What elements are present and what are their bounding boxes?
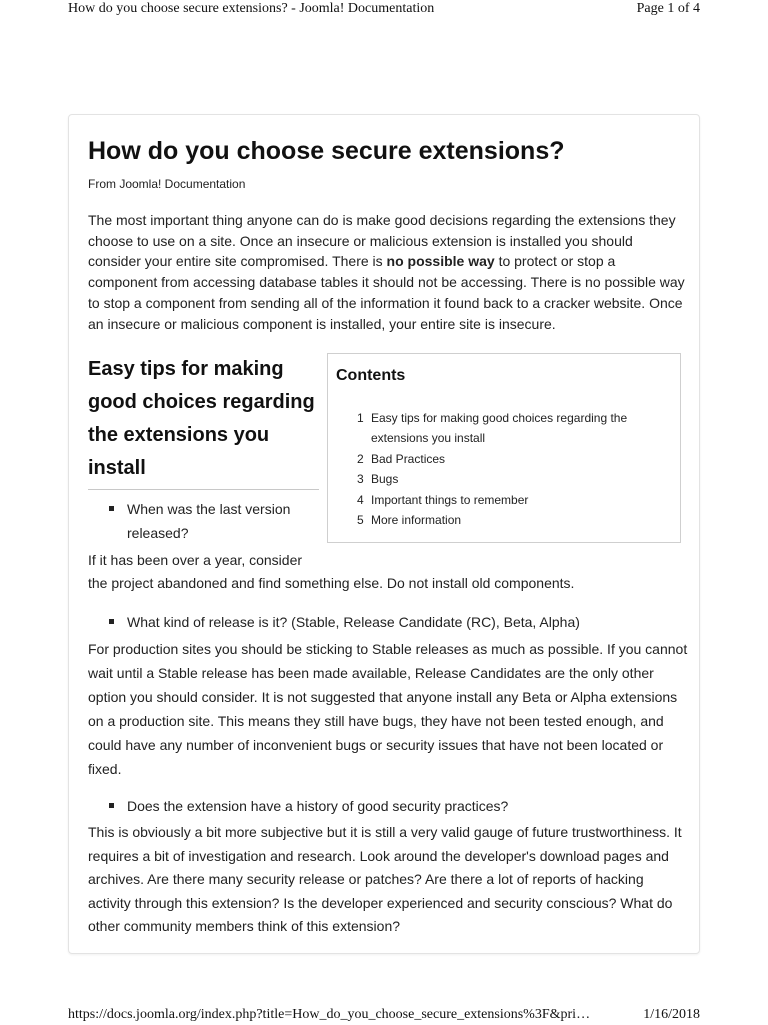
page-title: How do you choose secure extensions? [88,137,565,165]
bullet-security-history: Does the extension have a history of good security practices? [109,795,669,818]
bullet-last-version: When was the last version released? [109,498,299,545]
toc-item-number: 3 [357,472,364,487]
bullet-release-kind: What kind of release is it? (Stable, Release Candidate (RC), Beta, Alpha) [109,611,669,634]
paragraph-abandoned-line1: If it has been over a year, consider [88,552,303,568]
table-of-contents [327,353,681,543]
intro-paragraph [88,210,688,334]
tip-list-1 [109,498,299,545]
paragraph-stable-releases: For production sites you should be sticking to Stable releases as much as possible. If you cannot wait until a Stable release has been made available, Release Candidates are the only other option you should consider. It is not suggested that anyone install any Beta or Alpha extensions on a production site. This means they still have bugs, they have not been tested enough, and could have any number of inconvenient bugs or security issues that have not been located or fixed. [88,641,688,777]
toc-item[interactable] [328,408,641,449]
intro-bold-text: no possible way [386,253,495,270]
toc-list [328,408,641,530]
intro-text-1: The most important thing anyone can do is make good decisions regarding the extensions they choose to use on a site. Once an insecure or malicious extension is installed you should consider your entire site compromised. There is [88,212,676,270]
toc-item[interactable] [328,449,641,469]
tip-list-3 [109,795,669,818]
print-header [0,0,768,20]
toc-title: Contents [336,367,406,384]
toc-item-label[interactable]: Easy tips for making good choices regarding the extensions you install [371,411,628,446]
toc-item-number: 2 [357,451,364,466]
paragraph-abandoned-line2: the project abandoned and find something else. Do not install old components. [88,575,575,591]
toc-item-label[interactable]: Important things to remember [371,492,529,507]
toc-item[interactable] [328,510,641,530]
source-note: From Joomla! Documentation [88,177,246,191]
paragraph-trustworthiness: This is obviously a bit more subjective but it is still a very valid gauge of future trustworthiness. It requires a bit of investigation and research. Look around the developer's download pages and archives. Are there many security release or patches? Are there a lot of reports of hacking activity through this extension? Is the developer experienced and security conscious? What do other community members think of this extension? [88,824,682,934]
print-page-number: Page 1 of 4 [636,1,700,16]
toc-item-label[interactable]: Bad Practices [371,451,446,466]
toc-item-number: 1 [357,411,364,425]
section-heading: Easy tips for making good choices regarding the extensions you install [88,353,319,490]
print-footer-date: 1/16/2018 [643,1007,700,1022]
toc-item-number: 5 [357,513,364,528]
print-header-title: How do you choose secure extensions? - Joomla! Documentation [68,1,435,16]
tip-list-2 [109,611,669,634]
intro-text-2: to protect or stop a component from accessing database tables it should not be accessing. There is no possible way to stop a component from sending all of the information it found back to a cracker website. Once an insecure or malicious component is installed, your entire site is insecure. [88,253,685,332]
toc-item[interactable] [328,469,641,489]
toc-item-label[interactable]: Bugs [371,472,399,487]
toc-item[interactable] [328,490,641,510]
toc-item-label[interactable]: More information [371,513,462,528]
toc-item-number: 4 [357,492,364,507]
article-card [68,114,700,954]
print-footer-url: https://docs.joomla.org/index.php?title=How_do_you_choose_secure_extensions%3F&pri… [68,1007,591,1022]
print-footer [0,1005,768,1025]
